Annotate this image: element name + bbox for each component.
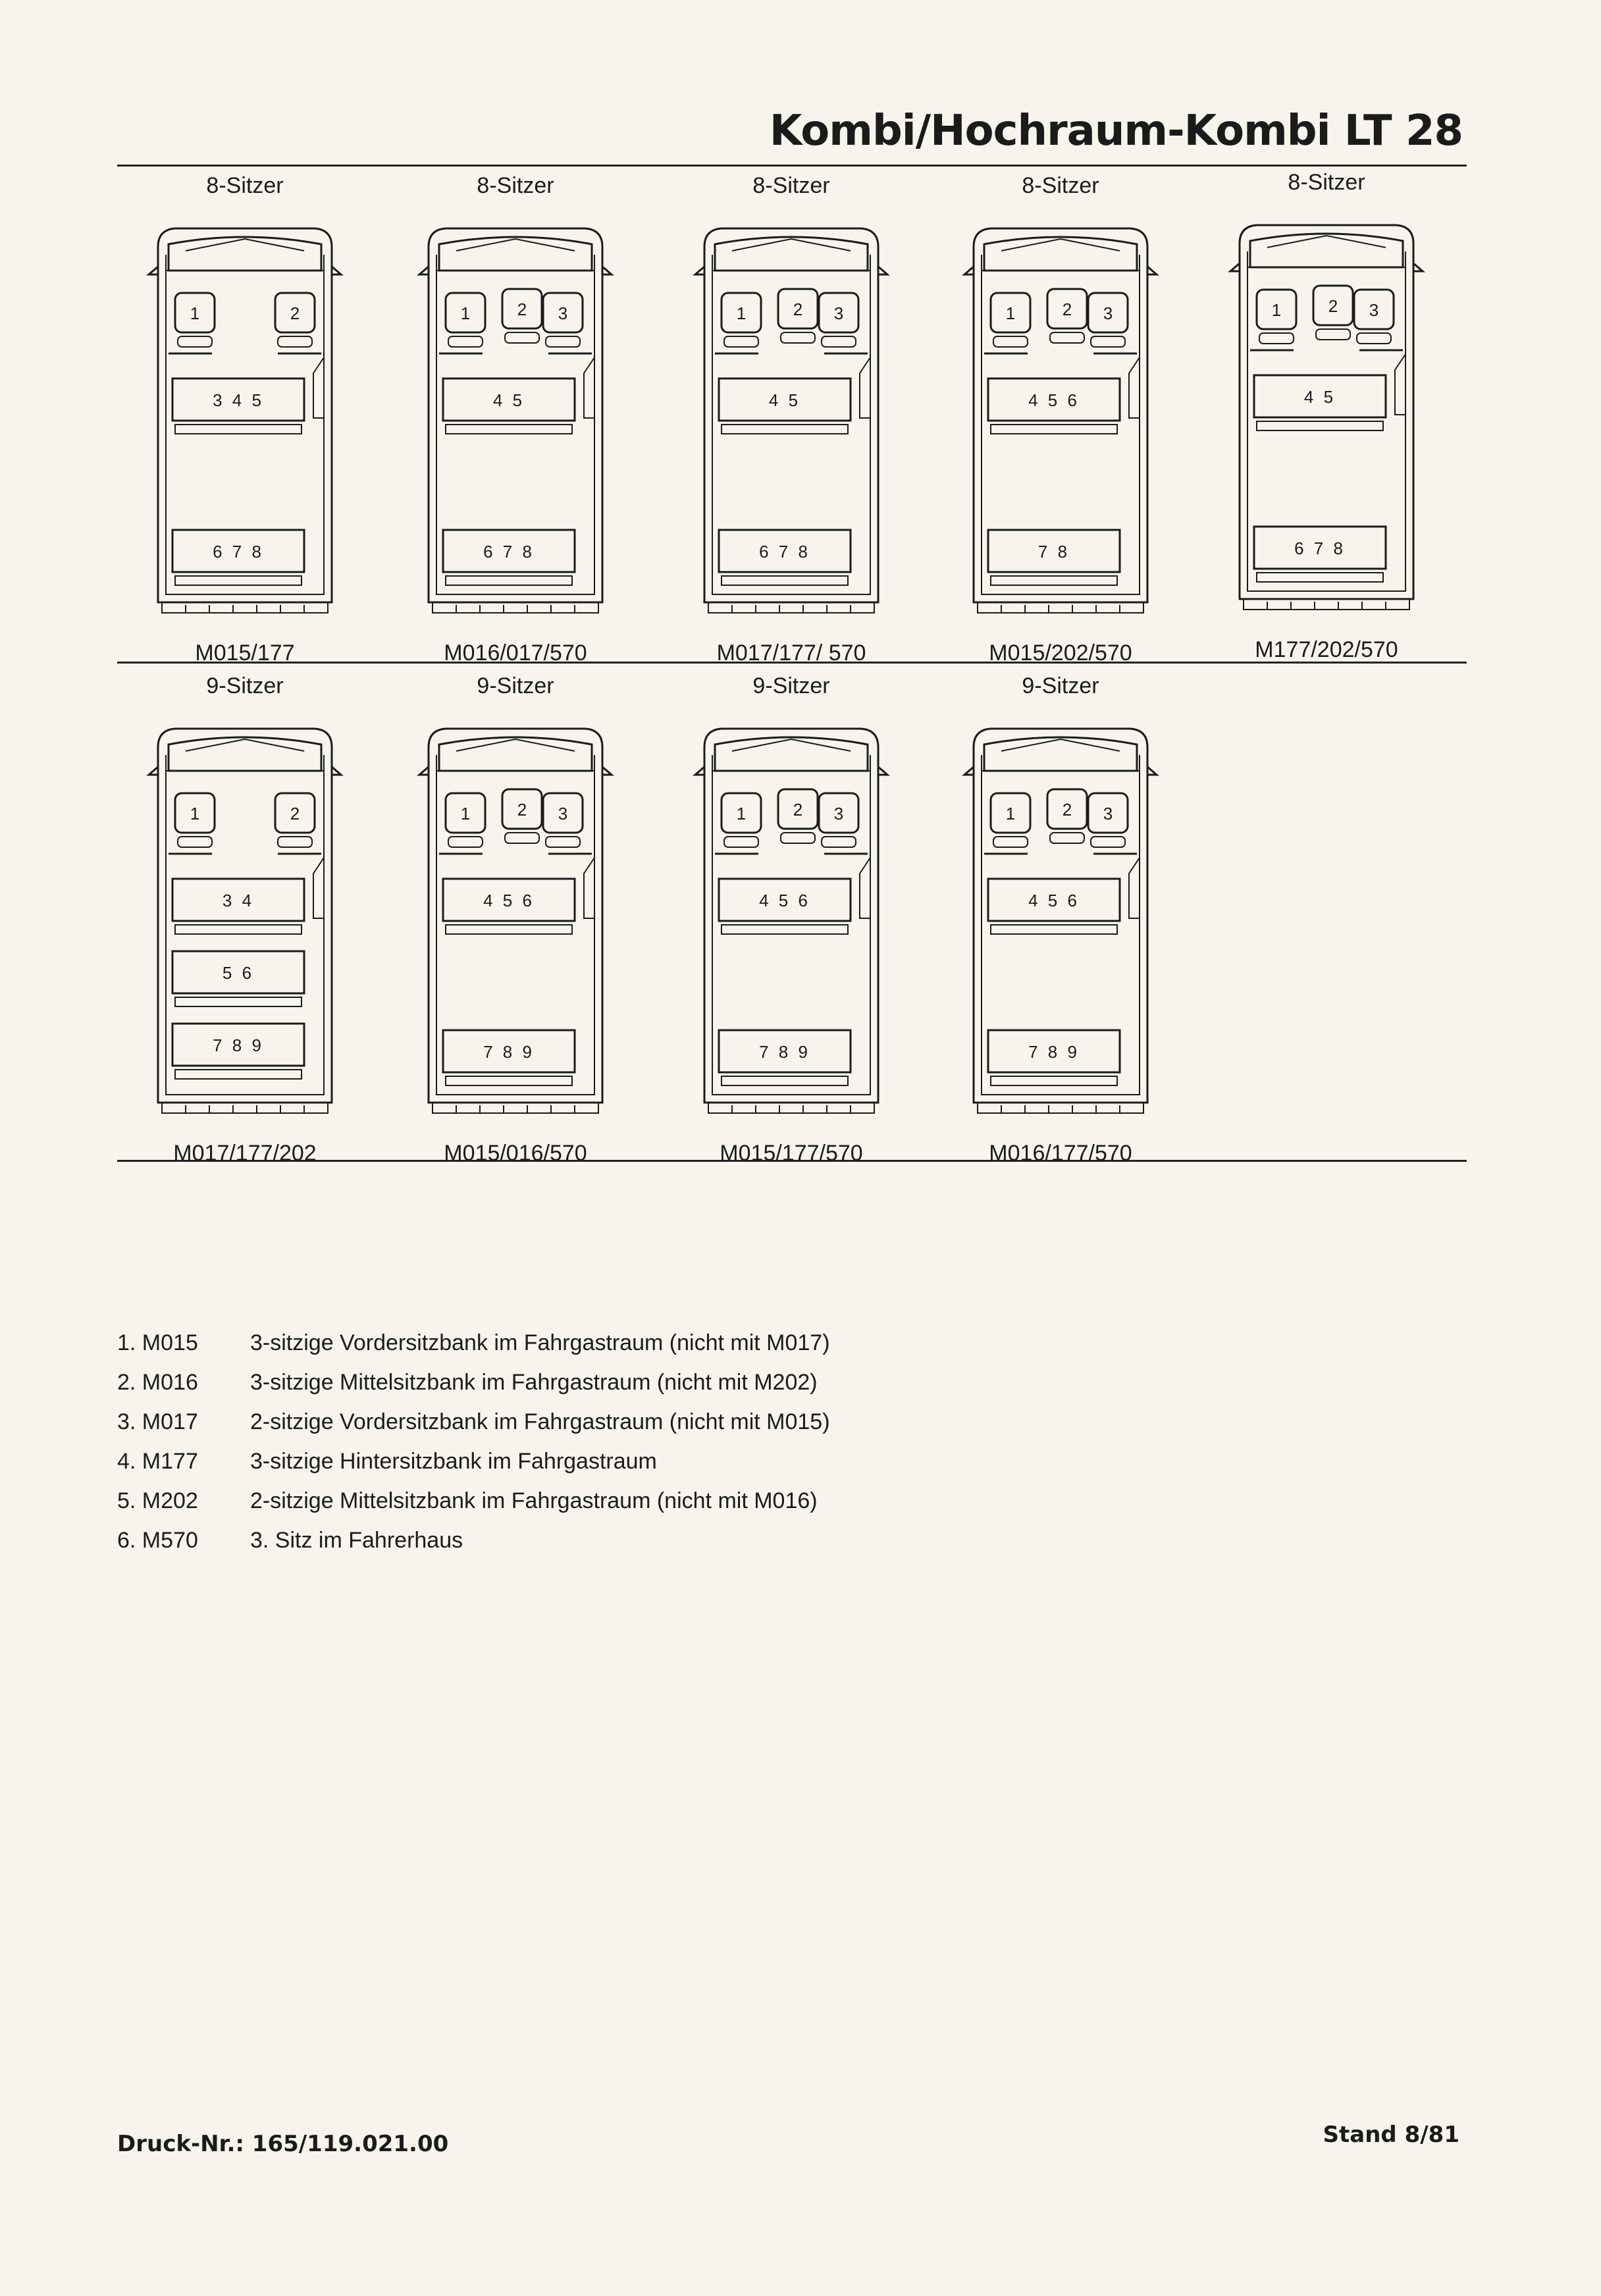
windscreen (984, 237, 1137, 271)
seat-number: 2 (517, 300, 527, 319)
bench-cushion (1257, 421, 1383, 430)
wiper (186, 739, 304, 751)
seat-number: 1 (736, 303, 747, 323)
seat-number: 3 (1369, 300, 1379, 320)
mirror-left (419, 767, 429, 775)
wiper (1267, 236, 1386, 248)
van-floorplan (693, 221, 890, 615)
van-floorplan (417, 721, 614, 1116)
bench-cushion (446, 576, 572, 585)
option-code-label: M015/016/570 (444, 1141, 587, 1166)
print-number: Druck-Nr.: 165/119.021.00 (117, 2131, 449, 2157)
seat-numbers: 7 8 9 (759, 1042, 810, 1062)
seat-numbers: 6 7 8 (759, 542, 810, 561)
front-seat-cushion (178, 336, 212, 347)
option-code-label: M017/177/ 570 (716, 640, 866, 665)
windscreen (1250, 234, 1403, 267)
seating-capacity-label: 8-Sitzer (1022, 173, 1099, 198)
front-seat-cushion (1091, 336, 1125, 347)
seat-number: 2 (793, 800, 803, 820)
mirror-left (695, 267, 704, 274)
van-floorplan-svg (146, 221, 344, 615)
van-body (1230, 225, 1423, 610)
van-floorplan-svg (417, 221, 614, 615)
seat-numbers: 6 7 8 (483, 542, 535, 561)
seat-numbers: 7 8 9 (483, 1042, 535, 1062)
mirror-right (332, 767, 341, 775)
windscreen (439, 237, 592, 271)
front-seat-cushion (1259, 333, 1294, 344)
legend-description: 2-sitzige Vordersitzbank im Fahrgastraum (nicht mit M015) (250, 1409, 830, 1434)
rear-bumper (708, 602, 874, 613)
legend-description: 3-sitzige Mittelsitzbank im Fahrgastraum (nicht mit M202) (250, 1370, 818, 1395)
seat-numbers: 4 5 (768, 390, 801, 410)
option-code-label: M177/202/570 (1255, 637, 1398, 662)
seat-number: 3 (1103, 303, 1113, 323)
mirror-left (695, 767, 704, 775)
van-floorplan-svg (417, 721, 614, 1116)
legend-code: 6. M570 (117, 1528, 198, 1553)
bench-cushion (722, 925, 848, 934)
seat-number: 1 (460, 303, 471, 323)
bench-cushion (446, 1076, 572, 1085)
wiper (732, 239, 851, 251)
seat-number: 1 (190, 303, 200, 323)
mirror-right (1147, 767, 1157, 775)
option-code-label: M016/177/570 (989, 1141, 1132, 1166)
seat-number: 2 (290, 303, 300, 323)
side-door (1395, 354, 1405, 415)
windscreen (715, 737, 868, 771)
bench-cushion (722, 425, 848, 434)
seat-number: 1 (1005, 303, 1016, 323)
bench-cushion (722, 1076, 848, 1085)
seating-capacity-label: 8-Sitzer (206, 173, 284, 198)
van-floorplan (146, 221, 344, 615)
legend-description: 3. Sitz im Fahrerhaus (250, 1528, 463, 1553)
option-code-label: M016/017/570 (444, 640, 587, 665)
mirror-left (964, 767, 974, 775)
legend-code: 5. M202 (117, 1488, 198, 1513)
option-code-label: M017/177/202 (173, 1141, 317, 1166)
wiper (186, 239, 304, 251)
bench-cushion (446, 425, 572, 434)
front-seat-cushion (781, 332, 815, 343)
mirror-right (602, 267, 612, 274)
front-seat-cushion (1050, 332, 1084, 343)
seating-capacity-label: 9-Sitzer (752, 673, 830, 698)
rear-bumper (1244, 599, 1409, 610)
page-title: Kombi/Hochraum-Kombi LT 28 (769, 107, 1463, 155)
seat-numbers: 4 5 6 (1028, 390, 1080, 410)
seat-number: 3 (833, 804, 844, 823)
seat-numbers: 6 7 8 (213, 542, 264, 561)
seat-number: 1 (460, 804, 471, 823)
seat-number: 1 (1005, 804, 1016, 823)
title-rule (117, 165, 1467, 167)
wiper (456, 739, 575, 751)
bench-cushion (175, 576, 302, 585)
windscreen (439, 737, 592, 771)
mirror-right (878, 767, 887, 775)
front-seat-cushion (724, 837, 758, 847)
seat-numbers: 4 5 6 (759, 891, 810, 910)
side-door (1129, 357, 1140, 418)
legend-description: 3-sitzige Vordersitzbank im Fahrgastraum (nicht mit M017) (250, 1330, 830, 1355)
seat-number: 1 (1271, 300, 1282, 320)
option-code-label: M015/202/570 (989, 640, 1132, 665)
legend-description: 2-sitzige Mittelsitzbank im Fahrgastraum (nicht mit M016) (250, 1488, 818, 1513)
van-floorplan-svg (962, 721, 1159, 1116)
legend-item (117, 1442, 830, 1481)
legend-item (117, 1363, 830, 1402)
seat-number: 2 (1062, 800, 1072, 820)
legend-item (117, 1481, 830, 1521)
bench-cushion (175, 925, 302, 934)
seating-capacity-label: 8-Sitzer (752, 173, 830, 198)
seat-number: 2 (793, 300, 803, 319)
front-seat-cushion (278, 837, 312, 847)
side-door (1129, 858, 1140, 918)
van-floorplan (417, 221, 614, 615)
legend-item (117, 1521, 830, 1560)
option-legend (117, 1323, 830, 1560)
van-body (695, 228, 887, 613)
legend-item (117, 1402, 830, 1442)
option-code-label: M015/177/570 (720, 1141, 863, 1166)
van-floorplan-svg (146, 721, 344, 1116)
legend-item (117, 1323, 830, 1363)
seat-number: 2 (290, 804, 300, 823)
bench-cushion (991, 425, 1117, 434)
front-seat-cushion (781, 833, 815, 843)
side-door (313, 858, 324, 918)
mirror-right (878, 267, 887, 274)
option-code-label: M015/177 (195, 640, 295, 665)
legend-code: 3. M017 (117, 1409, 198, 1434)
mirror-right (1413, 263, 1423, 271)
front-seat-cushion (505, 332, 539, 343)
front-seat-cushion (1091, 837, 1125, 847)
legend-description: 3-sitzige Hintersitzbank im Fahrgastraum (250, 1449, 657, 1474)
van-floorplan-svg (693, 221, 890, 615)
front-seat-cushion (278, 336, 312, 347)
bench-cushion (991, 576, 1117, 585)
front-seat-cushion (993, 837, 1028, 847)
bench-cushion (722, 576, 848, 585)
seat-numbers: 4 5 (492, 390, 525, 410)
side-door (584, 858, 594, 918)
seat-number: 2 (1062, 300, 1072, 319)
van-body (964, 228, 1157, 613)
van-body (419, 228, 612, 613)
van-body (695, 729, 887, 1113)
seat-number: 1 (736, 804, 747, 823)
edition-status: Stand 8/81 (1323, 2122, 1459, 2148)
seat-number: 3 (1103, 804, 1113, 823)
side-door (860, 858, 870, 918)
seat-numbers: 3 4 (222, 891, 255, 910)
mirror-right (602, 767, 612, 775)
front-seat-cushion (448, 336, 483, 347)
seat-numbers: 7 8 9 (1028, 1042, 1080, 1062)
bench-cushion (175, 425, 302, 434)
van-floorplan-svg (1228, 217, 1425, 612)
rear-bumper (978, 602, 1143, 613)
seat-numbers: 7 8 (1037, 542, 1070, 561)
seat-numbers: 5 6 (222, 963, 255, 983)
front-seat-cushion (1316, 329, 1350, 340)
van-floorplan (962, 221, 1159, 615)
mirror-left (419, 267, 429, 274)
side-door (313, 357, 324, 418)
mirror-left (149, 267, 158, 274)
wiper (1001, 739, 1120, 751)
rear-bumper (978, 1103, 1143, 1113)
bench-cushion (446, 925, 572, 934)
rear-bumper (162, 1103, 328, 1113)
van-body (419, 729, 612, 1113)
mirror-right (1147, 267, 1157, 274)
van-floorplan-svg (962, 221, 1159, 615)
rear-bumper (433, 1103, 598, 1113)
van-body (149, 729, 341, 1113)
seat-numbers: 7 8 9 (213, 1035, 264, 1055)
wiper (732, 739, 851, 751)
seat-number: 1 (190, 804, 200, 823)
front-seat-cushion (546, 336, 580, 347)
seating-capacity-label: 9-Sitzer (477, 673, 554, 698)
seat-numbers: 3 4 5 (213, 390, 264, 410)
windscreen (715, 237, 868, 271)
seat-numbers: 4 5 6 (483, 891, 535, 910)
front-seat-cushion (505, 833, 539, 843)
seating-capacity-label: 9-Sitzer (1022, 673, 1099, 698)
side-door (860, 357, 870, 418)
mirror-left (149, 767, 158, 775)
rear-bumper (433, 602, 598, 613)
bench-cushion (991, 925, 1117, 934)
seat-number: 3 (558, 804, 568, 823)
front-seat-cushion (993, 336, 1028, 347)
windscreen (984, 737, 1137, 771)
seat-numbers: 4 5 (1303, 387, 1336, 407)
seat-number: 2 (1328, 296, 1338, 316)
legend-code: 4. M177 (117, 1449, 198, 1474)
front-seat-cushion (178, 837, 212, 847)
seat-number: 3 (558, 303, 568, 323)
seating-capacity-label: 8-Sitzer (1288, 170, 1365, 195)
legend-code: 1. M015 (117, 1330, 198, 1355)
seating-capacity-label: 9-Sitzer (206, 673, 284, 698)
front-seat-cushion (1050, 833, 1084, 843)
windscreen (169, 737, 321, 771)
front-seat-cushion (546, 837, 580, 847)
legend-code: 2. M016 (117, 1370, 198, 1395)
mirror-right (332, 267, 341, 274)
bench-cushion (175, 997, 302, 1006)
rear-bumper (708, 1103, 874, 1113)
rear-bumper (162, 602, 328, 613)
van-floorplan (962, 721, 1159, 1116)
side-door (584, 357, 594, 418)
mirror-left (964, 267, 974, 274)
front-seat-cushion (822, 336, 856, 347)
van-body (964, 729, 1157, 1113)
van-floorplan-svg (693, 721, 890, 1116)
seating-capacity-label: 8-Sitzer (477, 173, 554, 198)
van-floorplan (146, 721, 344, 1116)
mirror-left (1230, 263, 1240, 271)
wiper (1001, 239, 1120, 251)
seat-numbers: 6 7 8 (1294, 538, 1346, 558)
front-seat-cushion (724, 336, 758, 347)
van-floorplan (693, 721, 890, 1116)
windscreen (169, 237, 321, 271)
front-seat-cushion (1357, 333, 1391, 344)
front-seat-cushion (448, 837, 483, 847)
van-body (149, 228, 341, 613)
van-floorplan (1228, 217, 1425, 612)
seat-numbers: 4 5 6 (1028, 891, 1080, 910)
seat-number: 3 (833, 303, 844, 323)
wiper (456, 239, 575, 251)
bench-cushion (1257, 573, 1383, 582)
bench-cushion (991, 1076, 1117, 1085)
front-seat-cushion (822, 837, 856, 847)
seat-number: 2 (517, 800, 527, 820)
bench-cushion (175, 1070, 302, 1079)
